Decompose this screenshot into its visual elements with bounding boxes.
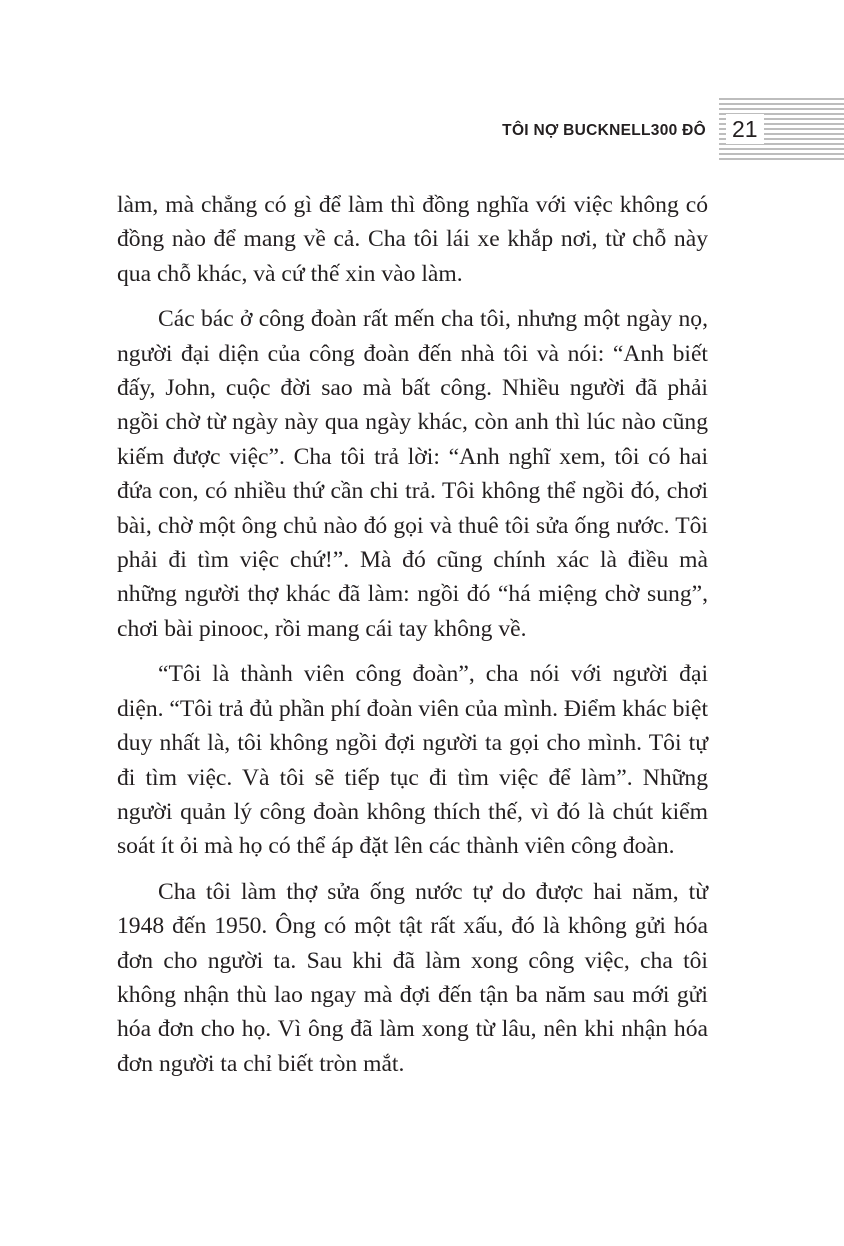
paragraph: Cha tôi làm thợ sửa ống nước tự do được hai năm, từ 1948 đến 1950. Ông có một tật rất xấu, đó là không gửi hóa đơn cho người ta. Sau khi đã làm xong công việc, cha tôi không nhận thù lao ngay mà đợi đến tận ba năm sau mới gửi hóa đơn cho họ. Vì ông đã làm xong từ lâu, nên khi nhận hóa đơn người ta chỉ biết tròn mắt. [117,878,708,1077]
page-number: 21 [726,114,764,144]
paragraph: “Tôi là thành viên công đoàn”, cha nói với người đại diện. “Tôi trả đủ phần phí đoàn viên của mình. Điểm khác biệt duy nhất là, tôi không ngồi đợi người ta gọi cho mình. Tôi tự đi tìm việc. Và tôi sẽ tiếp tục đi tìm việc để làm”. Những người quản lý công đoàn không thích thế, vì đó là chút kiểm soát ít ỏi mà họ có thể áp đặt lên các thành viên công đoàn. [117,661,708,860]
paragraph: làm, mà chẳng có gì để làm thì đồng nghĩa với việc không có đồng nào để mang về cả. Cha tôi lái xe khắp nơi, từ chỗ này qua chỗ khác, và cứ thế xin vào làm. [117,192,708,287]
paragraph: Các bác ở công đoàn rất mến cha tôi, nhưng một ngày nọ, người đại diện của công đoàn đến nhà tôi và nói: “Anh biết đấy, John, cuộc đời sao mà bất công. Nhiều người đã phải ngồi chờ từ ngày này qua ngày khác, còn anh thì lúc nào cũng kiếm được việc”. Cha tôi trả lời: “Anh nghĩ xem, tôi có hai đứa con, có nhiều thứ cần chi trả. Tôi không thể ngồi đó, chơi bài, chờ một ông chủ nào đó gọi và thuê tôi sửa ống nước. Tôi phải đi tìm việc chứ!”. Mà đó cũng chính xác là điều mà những người thợ khác đã làm: ngồi đó “há miệng chờ sung”, chơi bài pinooc, rồi mang cái tay không về. [117,306,708,642]
body-text [117,188,708,1092]
page-header [0,98,844,160]
running-title: TÔI NỢ BUCKNELL300 ĐÔ [502,122,706,139]
